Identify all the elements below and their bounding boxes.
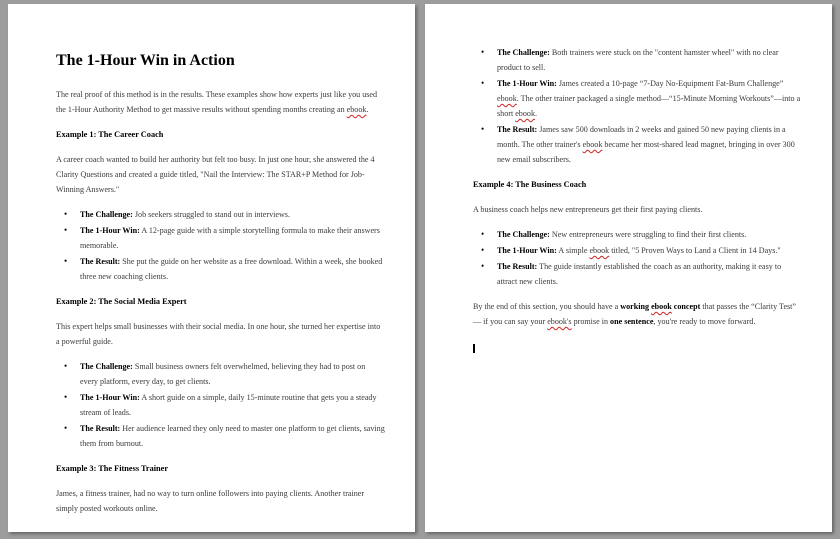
example-3-heading: Example 3: The Fitness Trainer <box>56 464 169 473</box>
win-label: The 1-Hour Win: <box>80 226 140 235</box>
conclusion-text: promise in <box>571 317 611 326</box>
list-item <box>497 243 802 258</box>
win-text: James created a 10-page “7-Day No-Equipment Fat-Burn Challenge” <box>556 79 784 88</box>
example-3-list <box>473 45 802 167</box>
win-text: A 12-page guide with a simple storytelling formula to make their answers memorable. <box>80 226 380 250</box>
document-page-1[interactable] <box>8 4 415 532</box>
conclusion-text: , you're ready to move forward. <box>653 317 756 326</box>
list-item <box>497 259 802 289</box>
conclusion-bold: concept <box>671 302 701 311</box>
result-text: James saw 500 downloads in 2 weeks and gained 50 new paying clients in a month. The other trainer's <box>497 125 786 149</box>
example-1-description: A career coach wanted to build her authority but felt too busy. In just one hour, she answered the 4 Clarity Questions and created a guide titled, "Nail the Interview: The STAR+P Method for Job-Winning Answers." <box>56 155 375 194</box>
challenge-label: The Challenge: <box>80 362 133 371</box>
result-text: She put the guide on her website as a free download. Within a week, she booked three new coaching clients. <box>80 257 383 281</box>
example-2-description: This expert helps small businesses with their social media. In one hour, she turned her expertise into a powerful guide. <box>56 322 381 346</box>
win-label: The 1-Hour Win: <box>497 79 557 88</box>
result-label: The Result: <box>497 125 538 134</box>
challenge-text: New entrepreneurs were struggling to find their first clients. <box>549 230 747 239</box>
challenge-text: Job seekers struggled to stand out in interviews. <box>132 210 290 219</box>
challenge-label: The Challenge: <box>497 230 550 239</box>
win-text: A short guide on a simple, daily 15-minute routine that gets you a steady stream of leads. <box>80 393 377 417</box>
text-cursor <box>473 344 475 353</box>
misspelled-word[interactable]: ebook's <box>547 317 572 326</box>
page-1-content <box>56 49 385 526</box>
win-text: A simple <box>556 246 590 255</box>
example-4-list <box>473 227 802 289</box>
misspelled-word[interactable]: ebook <box>582 140 603 149</box>
example-4-heading: Example 4: The Business Coach <box>473 180 587 189</box>
misspelled-word[interactable]: ebook <box>346 105 367 114</box>
intro-paragraph <box>56 87 385 117</box>
example-3-description: James, a fitness trainer, had no way to turn online followers into paying clients. Another trainer simply posted workouts online. <box>56 489 365 513</box>
list-item <box>80 359 385 389</box>
challenge-text: Small business owners felt overwhelmed, believing they had to post on every platform, every day, to get clients. <box>80 362 366 386</box>
example-4-description: A business coach helps new entrepreneurs get their first paying clients. <box>473 205 703 214</box>
result-label: The Result: <box>80 424 121 433</box>
challenge-text: Both trainers were stuck on the "content hamster wheel" with no clear product to sell. <box>497 48 779 72</box>
list-item <box>80 421 385 451</box>
conclusion-bold: working <box>620 302 652 311</box>
example-1-heading: Example 1: The Career Coach <box>56 130 164 139</box>
page-2-content <box>473 45 802 339</box>
list-item <box>497 227 802 242</box>
win-text: titled, "5 Proven Ways to Land a Client in 14 Days." <box>609 246 781 255</box>
misspelled-word[interactable]: ebook <box>515 109 535 118</box>
list-item <box>80 207 385 222</box>
list-item <box>497 122 802 167</box>
list-item <box>80 223 385 253</box>
challenge-label: The Challenge: <box>497 48 550 57</box>
conclusion-text: By the end of this section, you should have a <box>473 302 621 311</box>
list-item <box>497 76 802 121</box>
list-item <box>80 390 385 420</box>
intro-end: . <box>366 105 369 114</box>
document-page-2[interactable] <box>425 4 832 532</box>
win-label: The 1-Hour Win: <box>80 393 140 402</box>
misspelled-word[interactable]: ebook <box>497 94 517 103</box>
win-text: . The other trainer packaged a single method—“15-Minute Morning Workouts”—into a short <box>497 94 801 118</box>
win-text: . <box>535 109 538 118</box>
list-item <box>80 254 385 284</box>
conclusion-text: that passes the “Clarity Test” — if you can say your <box>473 302 797 326</box>
result-text: The guide instantly established the coach as an authority, making it easy to attract new clients. <box>497 262 782 286</box>
document-title: The 1-Hour Win in Action <box>56 52 235 69</box>
misspelled-word[interactable]: ebook <box>651 302 672 311</box>
win-label: The 1-Hour Win: <box>497 246 557 255</box>
conclusion-bold: one sentence <box>610 317 654 326</box>
conclusion-paragraph <box>473 299 802 329</box>
result-label: The Result: <box>497 262 538 271</box>
challenge-label: The Challenge: <box>80 210 133 219</box>
result-text: Her audience learned they only need to master one platform to get clients, saving them from burnout. <box>80 424 385 448</box>
example-2-list <box>56 359 385 451</box>
example-1-list <box>56 207 385 284</box>
example-2-heading: Example 2: The Social Media Expert <box>56 297 187 306</box>
result-label: The Result: <box>80 257 121 266</box>
intro-text: The real proof of this method is in the results. These examples show how experts just like you used the 1-Hour Authority Method to get massive results without spending months creating an <box>56 90 378 114</box>
result-text: became her most-shared lead magnet, bringing in over 300 new email subscribers. <box>497 140 795 164</box>
misspelled-word[interactable]: ebook <box>589 246 610 255</box>
list-item <box>497 45 802 75</box>
